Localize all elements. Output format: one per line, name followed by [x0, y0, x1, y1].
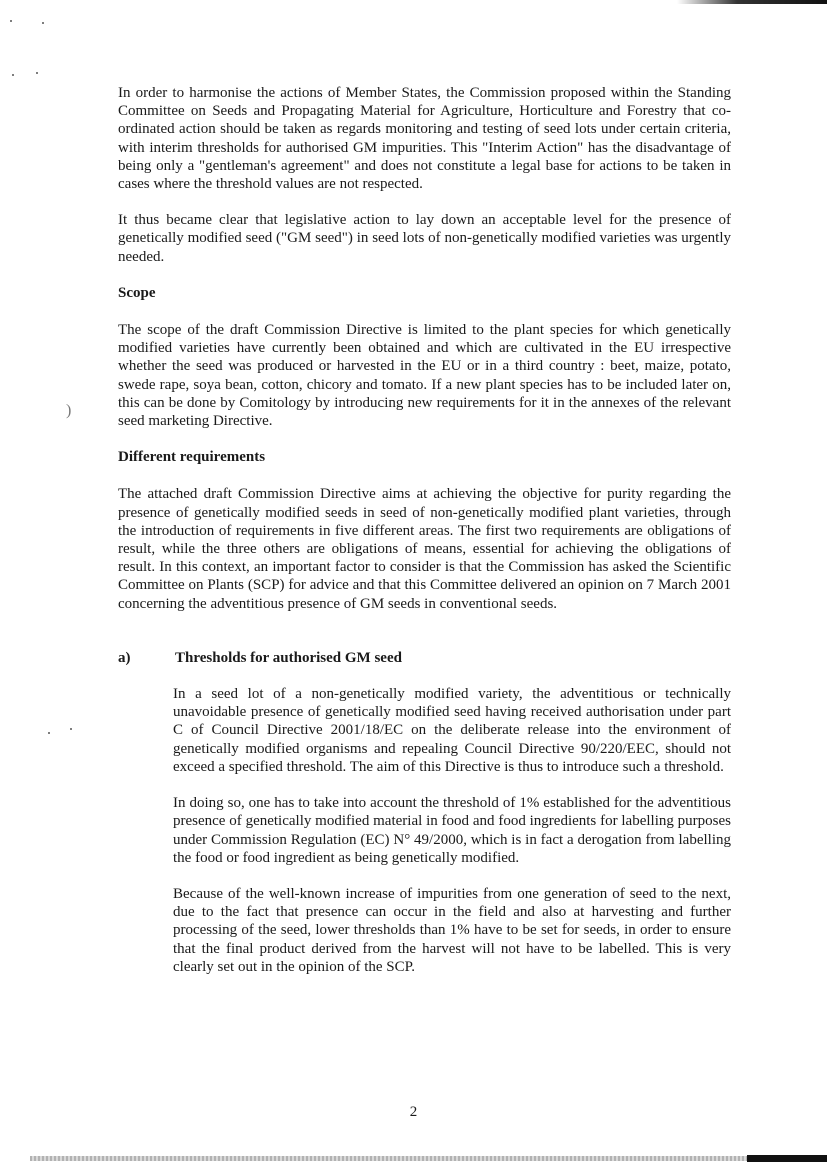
scan-edge-artifact [747, 1155, 827, 1162]
intro-paragraph-1: In order to harmonise the actions of Member States, the Commission proposed within the Standing Committee on Seeds and Propagating Material for Agriculture, Horticulture and Forestry that co-ordinated action should be taken as regards monitoring and testing of seed lots under certain criteria, with interim thresholds for authorised GM impurities. This "Interim Action" has the disadvantage of being only a "gentleman's agreement" and does not constitute a legal base for actions to be taken in cases where the threshold values are not respected. [118, 85, 731, 193]
section-a-letter: a) [118, 649, 131, 666]
scan-speck [36, 72, 38, 74]
scan-edge-artifact [30, 1156, 827, 1161]
section-a-paragraph-1: In a seed lot of a non-genetically modified variety, the adventitious or technically unavoidable presence of genetically modified seed having received authorisation under part C of Council Directive 2001/18/EC on the deliberate release into the environment of genetically modified organisms and repealing Council Directive 90/220/EEC, should not exceed a specified threshold. The aim of this Directive is thus to introduce such a threshold. [173, 686, 731, 775]
scan-speck [70, 728, 72, 730]
section-a-body [173, 685, 731, 976]
scan-speck [48, 732, 50, 734]
intro-paragraph-2: It thus became clear that legislative action to lay down an acceptable level for the presence of genetically modified seed ("GM seed") in seed lots of non-genetically modified varieties was urgently needed. [118, 212, 731, 265]
scan-speck [10, 20, 12, 22]
section-a-paragraph-3: Because of the well-known increase of impurities from one generation of seed to the next, due to the fact that presence can occur in the field and also at harvesting and further processing of the seed, lower thresholds than 1% have to be set for seeds, in order to ensure that the final product derived from the harvest will not have to be labelled. This is very clearly set out in the opinion of the SCP. [173, 885, 731, 975]
scope-heading: Scope [118, 284, 156, 301]
section-a-title: Thresholds for authorised GM seed [175, 649, 402, 666]
scan-speck [42, 22, 44, 24]
scope-paragraph: The scope of the draft Commission Directive is limited to the plant species for which genetically modified varieties have currently been obtained and which are cultivated in the EU irrespective whether the seed was produced or harvested in the EU or in a third country : beet, maize, potato, swede rape, soya bean, cotton, chicory and tomato. If a new plant species has to be included later on, this can be done by Comitology by introducing new requirements for it in the annexes of the relevant seed marketing Directive. [118, 322, 731, 430]
scan-speck [12, 74, 14, 76]
requirements-paragraph: The attached draft Commission Directive aims at achieving the objective for purity regarding the presence of genetically modified seeds in seed of non-genetically modified plant varieties, through the introduction of requirements in five different areas. The first two requirements are obligations of result, while the three others are obligations of means, essential for achieving the obligations of result. In this context, an important factor to consider is that the Commission has asked the Scientific Committee on Plants (SCP) for advice and that this Committee delivered an opinion on 7 March 2001 concerning the adventitious presence of GM seeds in conventional seeds. [118, 486, 731, 612]
scan-edge-artifact [677, 0, 827, 4]
margin-mark: ) [66, 402, 72, 419]
document-body [118, 84, 731, 994]
requirements-heading: Different requirements [118, 449, 266, 466]
page-number: 2 [409, 1104, 418, 1120]
section-a-heading [118, 649, 731, 667]
section-a-paragraph-2: In doing so, one has to take into account the threshold of 1% established for the adventitious presence of genetically modified material in food and food ingredients for labelling purposes under Commission Regulation (EC) N° 49/2000, which is in fact a derogation from labelling the food or food ingredient as being genetically modified. [173, 795, 731, 866]
